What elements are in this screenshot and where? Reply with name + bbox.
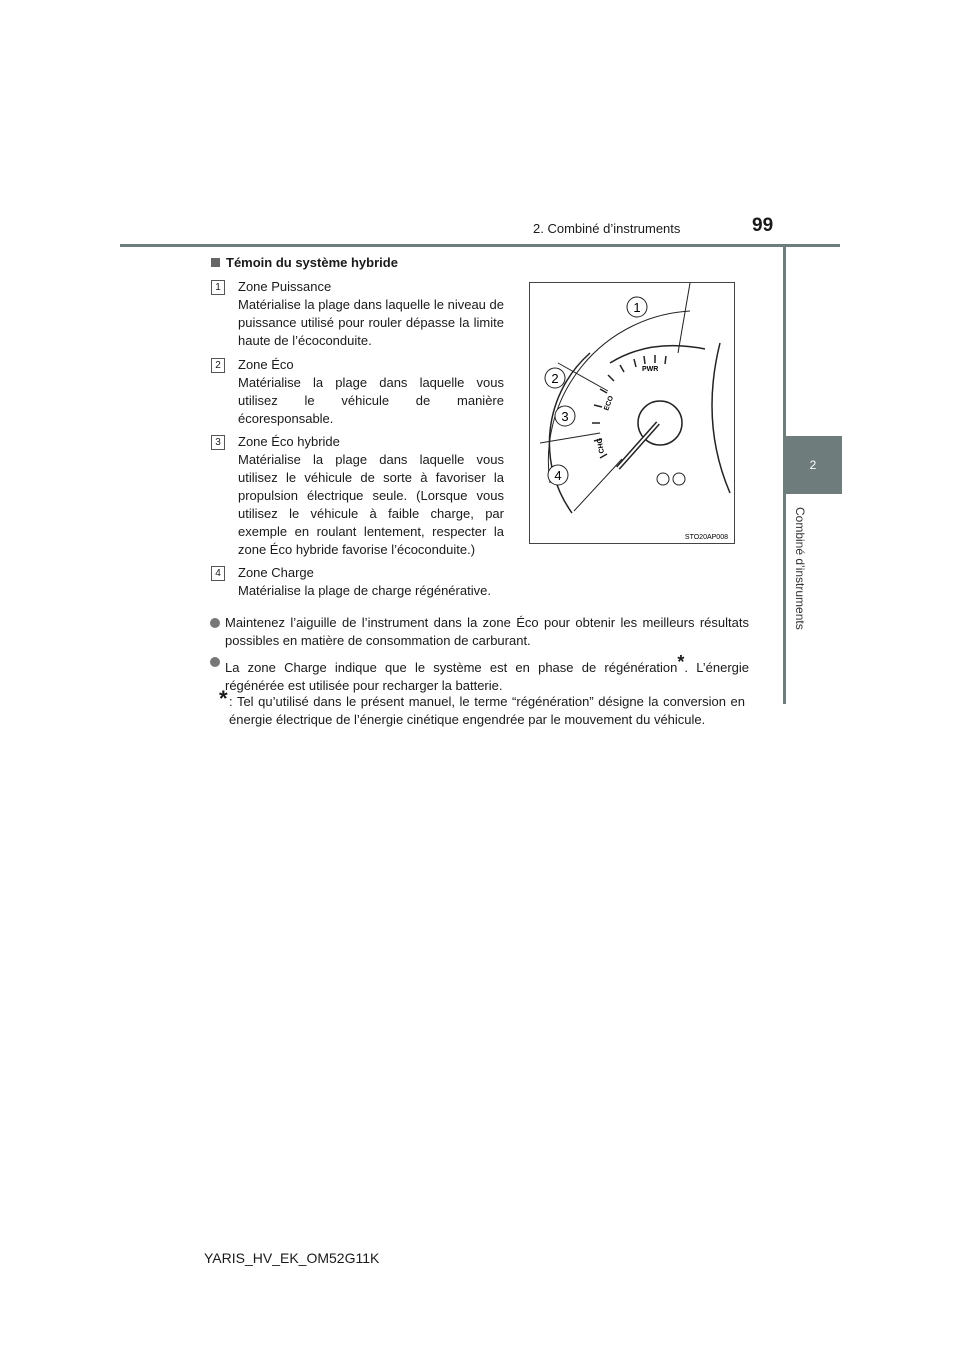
hybrid-indicator-illustration	[530, 283, 734, 543]
bullet-point	[225, 614, 749, 650]
callout-3: 3	[561, 409, 569, 424]
header-rule	[120, 244, 840, 247]
footnote-asterisk: *	[219, 686, 228, 711]
footnote	[219, 686, 745, 729]
item-number: 4	[211, 566, 225, 581]
item-number: 2	[211, 358, 225, 373]
list-item	[211, 564, 504, 600]
bullet-text: Maintenez l’aiguille de l’instrument dans la zone Éco pour obtenir les meilleurs résultats possibles en matière de consommation de carburant.	[225, 615, 749, 648]
chapter-tab[interactable]: 2	[784, 436, 842, 494]
chapter-tab-label: Combiné d’instruments	[793, 507, 807, 630]
asterisk-marker: *	[677, 652, 685, 672]
chg-label: CHG	[596, 437, 606, 454]
item-description: Matérialise la plage dans laquelle vous utilisez le véhicule de sorte à favoriser la propulsion électrique seule. (Lorsque vous utilisez le véhicule à faible charge, par exemple en roulant lentement, respecter la zone Éco hybride favorise l’écoconduite.)	[238, 452, 504, 557]
section-title-text: Témoin du système hybride	[226, 255, 398, 270]
list-item	[211, 356, 504, 428]
page-number: 99	[752, 215, 774, 236]
item-title: Zone Éco hybride	[238, 434, 340, 449]
item-number: 1	[211, 280, 225, 295]
bullet-dot-icon	[210, 618, 220, 628]
footnote-text: : Tel qu’utilisé dans le présent manuel, le terme “régénération” désigne la conversion en énergie électrique de l’énergie cinétique engendrée par le mouvement du véhicule.	[229, 694, 745, 727]
bullet-point	[225, 653, 749, 695]
item-description: Matérialise la plage de charge régénérative.	[238, 583, 491, 598]
item-description: Matérialise la plage dans laquelle le niveau de puissance utilisé pour rouler dépasse la limite haute de l’écoconduite.	[238, 297, 504, 348]
gauge-figure	[529, 282, 735, 544]
bullet-text-after: . L’énergie régénérée est utilisée pour recharger la batterie.	[225, 660, 749, 693]
document-id: YARIS_HV_EK_OM52G11K	[204, 1250, 380, 1266]
callout-4: 4	[554, 468, 562, 483]
figure-code: STO20AP008	[684, 534, 728, 541]
list-item	[211, 433, 504, 559]
section-title	[211, 255, 398, 270]
header-section-title: 2. Combiné d’instruments	[533, 221, 681, 236]
list-item	[211, 278, 504, 350]
item-title: Zone Charge	[238, 565, 314, 580]
bullet-dot-icon	[210, 657, 220, 667]
callout-1: 1	[633, 300, 641, 315]
item-title: Zone Éco	[238, 357, 294, 372]
bullet-text-before: La zone Charge indique que le système est en phase de régénération	[225, 660, 678, 675]
square-bullet-icon	[211, 258, 220, 267]
callout-2: 2	[551, 371, 559, 386]
pwr-label: PWR	[642, 366, 659, 373]
eco-label: ECO	[603, 395, 616, 412]
item-number: 3	[211, 435, 225, 450]
item-title: Zone Puissance	[238, 279, 332, 294]
item-description: Matérialise la plage dans laquelle vous utilisez le véhicule de manière écoresponsable.	[238, 375, 504, 426]
